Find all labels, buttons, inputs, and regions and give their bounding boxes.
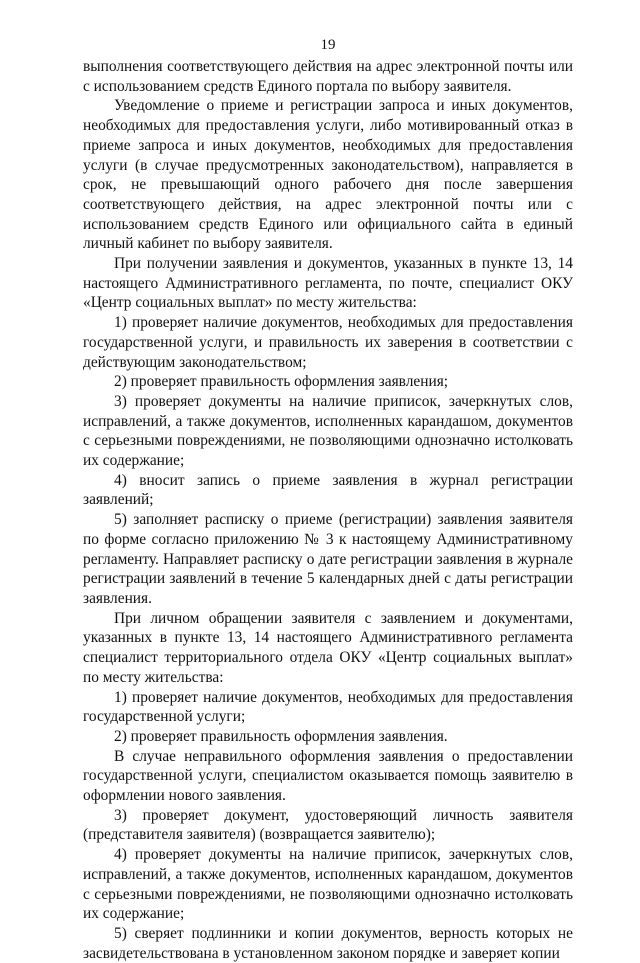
list-item-visit-5: 5) сверяет подлинники и копии документов, верность которых не засвидетельствована в установленном законом порядке и заверяет копии [83,924,573,962]
page-number: 19 [320,37,336,53]
paragraph-incorrect-form: В случае неправильного оформления заявления о предоставлении государственной услуги, специалистом оказывается помощь заявителю в оформлении нового заявления. [83,747,573,805]
list-item-mail-3: 3) проверяет документы на наличие приписок, зачеркнутых слов, исправлений, а также документов, исполненных карандашом, документов с серьезными повреждениями, не позволяющими однозначно истолковать их содержание; [83,392,573,470]
paragraph-personal-visit: При личном обращении заявителя с заявлением и документами, указанных в пункте 13, 14 настоящего Административного регламента специалист территориального отдела ОКУ «Центр социальных выплат» по месту жительства: [83,609,573,686]
list-item-mail-4: 4) вносит запись о приеме заявления в журнал регистрации заявлений; [83,471,573,509]
list-item-visit-4: 4) проверяет документы на наличие приписок, зачеркнутых слов, исправлений, а также документов, исполненных карандашом, документов с серьезными повреждениями, не позволяющими однозначно истолковать их содержание; [83,846,573,923]
list-item-visit-3: 3) проверяет документ, удостоверяющий личность заявителя (представителя заявителя) (возвращается заявителю); [83,806,573,844]
document-page [83,36,573,963]
list-item-visit-1: 1) проверяет наличие документов, необходимых для предоставления государственной услуги; [83,688,573,726]
list-item-mail-1: 1) проверяет наличие документов, необходимых для предоставления государственной услуги, и правильность их заверения в соответствии с действующим законодательством; [83,314,573,371]
paragraph-continuation: выполнения соответствующего действия на адрес электронной почты или с использованием средств Единого портала по выбору заявителя. [83,58,573,95]
list-item-mail-2: 2) проверяет правильность оформления заявления; [114,373,449,391]
paragraph-mail-receipt: При получении заявления и документов, указанных в пункте 13, 14 настоящего Административного регламента, по почте, специалист ОКУ «Центр социальных выплат» по месту жительства: [83,255,573,312]
paragraph-notification: Уведомление о приеме и регистрации запроса и иных документов, необходимых для предоставления услуги, либо мотивированный отказ в приеме запроса и иных документов, необходимых для предоставления услуги (в случае предусмотренных законодательством), направляется в срок, не превышающий одного рабочего дня после завершения соответствующего действия, на адрес электронной почты или с использованием средств Единого или официального сайта в единый личный кабинет по выбору заявителя. [83,97,573,253]
list-item-mail-5: 5) заполняет расписку о приеме (регистрации) заявления заявителя по форме согласно приложению № 3 к настоящему Административному регламенту. Направляет расписку о дате регистрации заявления в журнале регистрации заявлений в течение 5 календарных дней с даты регистрации заявления. [83,511,573,607]
list-item-visit-2: 2) проверяет правильность оформления заявления. [114,727,448,745]
